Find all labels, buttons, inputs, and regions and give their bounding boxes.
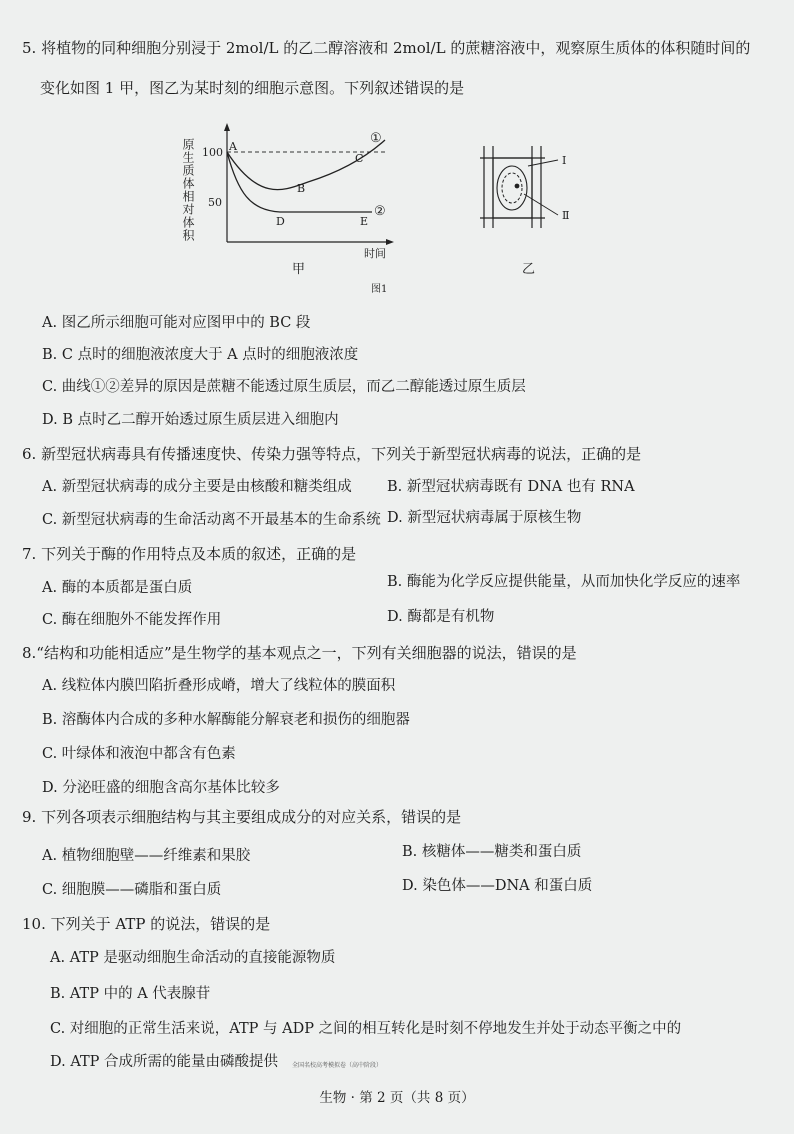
page-footer: 生物 · 第 2 页（共 8 页） [319,1090,475,1106]
q8-option-d: D. 分泌旺盛的细胞含高尔基体比较多 [42,780,280,796]
horizontal-cell-walls [480,158,545,218]
q8-option-c: C. 叶绿体和液泡中都含有色素 [42,746,236,762]
tick-50: 50 [208,196,222,209]
curve-2-label: ② [374,204,386,219]
q7-option-b: B. 酶能为化学反应提供能量，从而加快化学反应的速率 [387,574,741,590]
point-d: D [276,215,285,228]
q6-option-a: A. 新型冠状病毒的成分主要是由核酸和糖类组成 [42,479,352,495]
q7-option-c: C. 酶在细胞外不能发挥作用 [42,612,222,628]
cell-part-ii-label: Ⅱ [562,209,570,222]
x-axis-label: 时间 [364,247,386,260]
q8-option-b: B. 溶酶体内合成的多种水解酶能分解衰老和损伤的细胞器 [42,712,410,728]
q5-option-b: B. C 点时的细胞液浓度大于 A 点时的细胞液浓度 [42,347,359,363]
q9-option-d: D. 染色体——DNA 和蛋白质 [402,878,593,894]
q9-option-b: B. 核糖体——糖类和蛋白质 [402,844,582,860]
point-c: C [355,152,364,165]
q10-option-c: C. 对细胞的正常生活来说，ATP 与 ADP 之间的相互转化是时刻不停地发生并处于动态平衡之中的 [50,1021,682,1037]
q9-stem: 9. 下列各项表示细胞结构与其主要组成成分的对应关系，错误的是 [22,808,462,826]
y-axis-label: 原生质体相对体积 [181,138,195,242]
point-a: A [229,140,237,153]
q5-figure [180,118,610,300]
q6-option-c: C. 新型冠状病毒的生命活动离不开最基本的生命系统 [42,512,381,528]
q5-stem-line1: 5. 将植物的同种细胞分别浸于 2mol/L 的乙二醇溶液和 2mol/L 的蔗糖溶液中，观察原生质体的体积随时间的 [22,39,751,57]
protoplast [497,166,527,210]
point-e: E [360,215,369,228]
graph-jia [181,123,394,277]
q5-stem-line2: 变化如图 1 甲，图乙为某时刻的细胞示意图。下列叙述错误的是 [40,79,465,97]
q5-option-c: C. 曲线①②差异的原因是蔗糖不能透过原生质层，而乙二醇能透过原生质层 [42,379,526,395]
q6-option-b: B. 新型冠状病毒既有 DNA 也有 RNA [387,479,635,495]
q7-option-a: A. 酶的本质都是蛋白质 [42,580,193,596]
y-axis-arrow [224,123,230,131]
point-b: B [297,182,306,195]
q5-option-d: D. B 点时乙二醇开始透过原生质层进入细胞内 [42,412,339,428]
q8-option-a: A. 线粒体内膜凹陷折叠形成嵴，增大了线粒体的膜面积 [42,678,396,694]
q9-option-a: A. 植物细胞壁——纤维素和果胶 [42,848,251,864]
q10-option-d: D. ATP 合成所需的能量由磷酸提供 [50,1054,279,1070]
tiny-source-text: 全国名校高考模拟卷（高中阶段） [292,1062,383,1069]
tick-100: 100 [202,146,223,159]
q6-option-d: D. 新型冠状病毒属于原核生物 [387,510,582,526]
vacuole [502,173,522,203]
q5-option-a: A. 图乙所示细胞可能对应图甲中的 BC 段 [42,315,311,331]
figure-caption: 图1 [371,284,388,295]
cell-wall [493,158,532,218]
q7-stem: 7. 下列关于酶的作用特点及本质的叙述，正确的是 [22,545,357,563]
q9-option-c: C. 细胞膜——磷脂和蛋白质 [42,882,222,898]
x-axis-arrow [386,239,394,245]
q7-option-d: D. 酶都是有机物 [387,609,495,625]
curve-1-label: ① [370,131,382,146]
cell-label: 乙 [522,262,536,277]
q6-stem: 6. 新型冠状病毒具有传播速度快、传染力强等特点，下列关于新型冠状病毒的说法，正确的是 [22,445,642,463]
cell-yi [480,146,569,277]
q10-option-a: A. ATP 是驱动细胞生命活动的直接能源物质 [50,950,336,966]
q10-option-b: B. ATP 中的 A 代表腺苷 [50,986,211,1002]
graph-label: 甲 [292,262,306,277]
q8-stem: 8.“结构和功能相适应”是生物学的基本观点之一，下列有关细胞器的说法，错误的是 [22,644,577,662]
q10-stem: 10. 下列关于 ATP 的说法，错误的是 [22,915,271,933]
nucleus [515,184,520,189]
cell-part-i-label: I [562,154,567,167]
